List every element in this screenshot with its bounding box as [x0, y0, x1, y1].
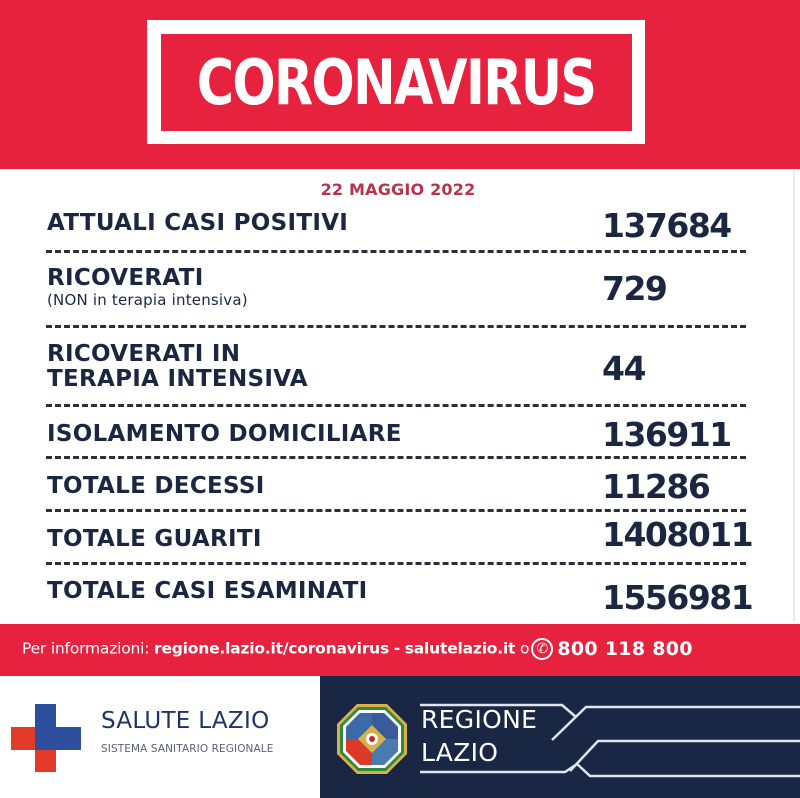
- dashed-divider: [46, 562, 746, 565]
- phone-icon: ✆: [531, 638, 553, 660]
- stat-value-terapia-intensiva: 44: [602, 349, 645, 388]
- info-separator: -: [393, 639, 401, 658]
- dashed-divider: [46, 404, 746, 407]
- info-conjunction: o: [520, 639, 530, 658]
- stat-value-guariti: 1408011: [602, 515, 753, 554]
- info-bar: [0, 624, 800, 676]
- stat-label-terapia-intensiva: [47, 342, 308, 392]
- stat-label-ricoverati-main: RICOVERATI: [47, 265, 204, 291]
- salute-lazio-cross-icon: [10, 703, 82, 775]
- salute-lazio-title: SALUTE LAZIO: [101, 708, 270, 734]
- salute-lazio-subtitle: SISTEMA SANITARIO REGIONALE: [101, 743, 274, 755]
- info-text: [22, 638, 693, 660]
- stat-label-guariti: TOTALE GUARITI: [47, 526, 262, 552]
- link-regione-lazio[interactable]: regione.lazio.it/coronavirus: [154, 639, 390, 658]
- stat-label-ricoverati: [47, 266, 248, 309]
- phone-number[interactable]: 800 118 800: [557, 638, 693, 660]
- stat-label-decessi: TOTALE DECESSI: [47, 473, 265, 499]
- report-date: 22 MAGGIO 2022: [320, 180, 476, 199]
- link-salutelazio[interactable]: salutelazio.it: [404, 639, 516, 658]
- header-banner: [0, 0, 800, 169]
- info-prefix: Per informazioni:: [22, 639, 150, 658]
- stat-value-decessi: 11286: [602, 467, 710, 506]
- stat-value-ricoverati: 729: [602, 269, 667, 308]
- stat-label-ti-line1: RICOVERATI IN: [47, 341, 241, 367]
- stat-label-isolamento: ISOLAMENTO DOMICILIARE: [47, 421, 402, 447]
- dashed-divider: [46, 250, 746, 253]
- title-box: [161, 34, 632, 131]
- page-title: CORONAVIRUS: [197, 45, 596, 119]
- regione-lazio-lines-decoration: [320, 676, 800, 798]
- stat-value-positivi: 137684: [602, 206, 731, 245]
- stat-value-casi-esaminati: 1556981: [602, 578, 753, 617]
- stat-label-casi-esaminati: TOTALE CASI ESAMINATI: [47, 578, 368, 604]
- stat-sublabel-ricoverati: (NON in terapia intensiva): [47, 291, 248, 309]
- stat-label-ti-line2: TERAPIA INTENSIVA: [47, 366, 308, 392]
- dashed-divider: [46, 509, 746, 512]
- dashed-divider: [46, 456, 746, 459]
- regione-lazio-title-line1: REGIONE: [421, 705, 538, 734]
- stat-value-isolamento: 136911: [602, 415, 731, 454]
- regione-lazio-title-line2: LAZIO: [421, 738, 499, 767]
- dashed-divider: [46, 325, 746, 328]
- stat-label-positivi: ATTUALI CASI POSITIVI: [47, 210, 349, 236]
